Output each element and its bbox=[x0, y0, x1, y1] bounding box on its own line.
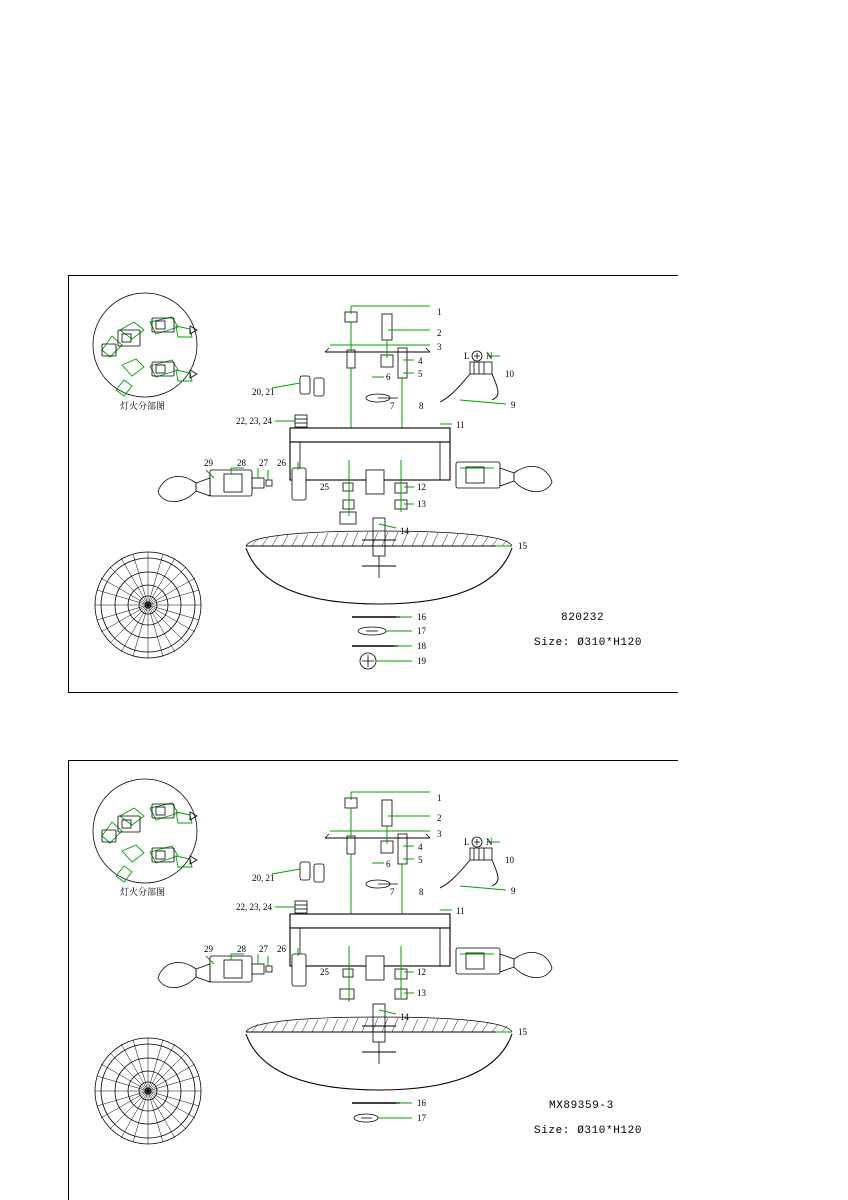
callout-22-23-24: 22, 23, 24 bbox=[236, 416, 272, 426]
callout-15: 15 bbox=[518, 541, 527, 551]
callout-3-s2: 3 bbox=[437, 829, 442, 839]
callout-27: 27 bbox=[259, 458, 268, 468]
callout-17: 17 bbox=[417, 626, 426, 636]
callout-29-s2: 29 bbox=[204, 944, 213, 954]
callout-9: 9 bbox=[511, 400, 516, 410]
drawing-sheet-1 bbox=[68, 275, 678, 693]
callout-14: 14 bbox=[400, 526, 409, 536]
callout-1: 1 bbox=[437, 307, 442, 317]
callout-26-s2: 26 bbox=[277, 944, 286, 954]
callout-22-23-24-s2: 22, 23, 24 bbox=[236, 902, 272, 912]
callout-11-s2: 11 bbox=[456, 906, 465, 916]
terminal-label-l: L bbox=[464, 351, 470, 361]
callout-10: 10 bbox=[505, 369, 514, 379]
size-text-1: Size: Ø310*H120 bbox=[534, 637, 643, 649]
detail-caption-1: 灯火分部图 bbox=[120, 402, 166, 412]
model-code-1: 820232 bbox=[561, 612, 605, 624]
callout-25-s2: 25 bbox=[320, 967, 329, 977]
callout-25: 25 bbox=[320, 482, 329, 492]
callout-1-s2: 1 bbox=[437, 793, 442, 803]
terminal-label-n: N bbox=[486, 351, 493, 361]
callout-10-s2: 10 bbox=[505, 855, 514, 865]
callout-20-21-s2: 20, 21 bbox=[252, 873, 275, 883]
callout-9-s2: 9 bbox=[511, 886, 516, 896]
detail-caption-2: 灯火分部图 bbox=[120, 888, 166, 898]
terminal-label-l-s2: L bbox=[464, 837, 470, 847]
callout-15-s2: 15 bbox=[518, 1027, 527, 1037]
callout-4: 4 bbox=[418, 356, 423, 366]
callout-18: 18 bbox=[417, 641, 426, 651]
callout-6-s2: 6 bbox=[386, 859, 391, 869]
callout-7-s2: 7 bbox=[390, 887, 395, 897]
callout-19: 19 bbox=[417, 656, 426, 666]
callout-2: 2 bbox=[437, 328, 442, 338]
callout-8-s2: 8 bbox=[419, 887, 424, 897]
callout-11: 11 bbox=[456, 420, 465, 430]
terminal-label-n-s2: N bbox=[486, 837, 493, 847]
callout-27-s2: 27 bbox=[259, 944, 268, 954]
callout-16-s2: 16 bbox=[417, 1098, 426, 1108]
size-text-2: Size: Ø310*H120 bbox=[534, 1125, 643, 1137]
callout-5-s2: 5 bbox=[418, 855, 423, 865]
callout-16: 16 bbox=[417, 612, 426, 622]
callout-3: 3 bbox=[437, 342, 442, 352]
callout-12: 12 bbox=[417, 482, 426, 492]
callout-2-s2: 2 bbox=[437, 813, 442, 823]
callout-20-21: 20, 21 bbox=[252, 387, 275, 397]
callout-6: 6 bbox=[386, 372, 391, 382]
model-code-2: MX89359-3 bbox=[549, 1100, 614, 1112]
callout-8: 8 bbox=[419, 401, 424, 411]
callout-7: 7 bbox=[390, 401, 395, 411]
callout-4-s2: 4 bbox=[418, 842, 423, 852]
callout-28: 28 bbox=[237, 458, 246, 468]
callout-17-s2: 17 bbox=[417, 1113, 426, 1123]
callout-26: 26 bbox=[277, 458, 286, 468]
callout-13: 13 bbox=[417, 499, 426, 509]
callout-12-s2: 12 bbox=[417, 967, 426, 977]
callout-13-s2: 13 bbox=[417, 988, 426, 998]
callout-29: 29 bbox=[204, 458, 213, 468]
callout-14-s2: 14 bbox=[400, 1012, 409, 1022]
callout-5: 5 bbox=[418, 369, 423, 379]
callout-28-s2: 28 bbox=[237, 944, 246, 954]
